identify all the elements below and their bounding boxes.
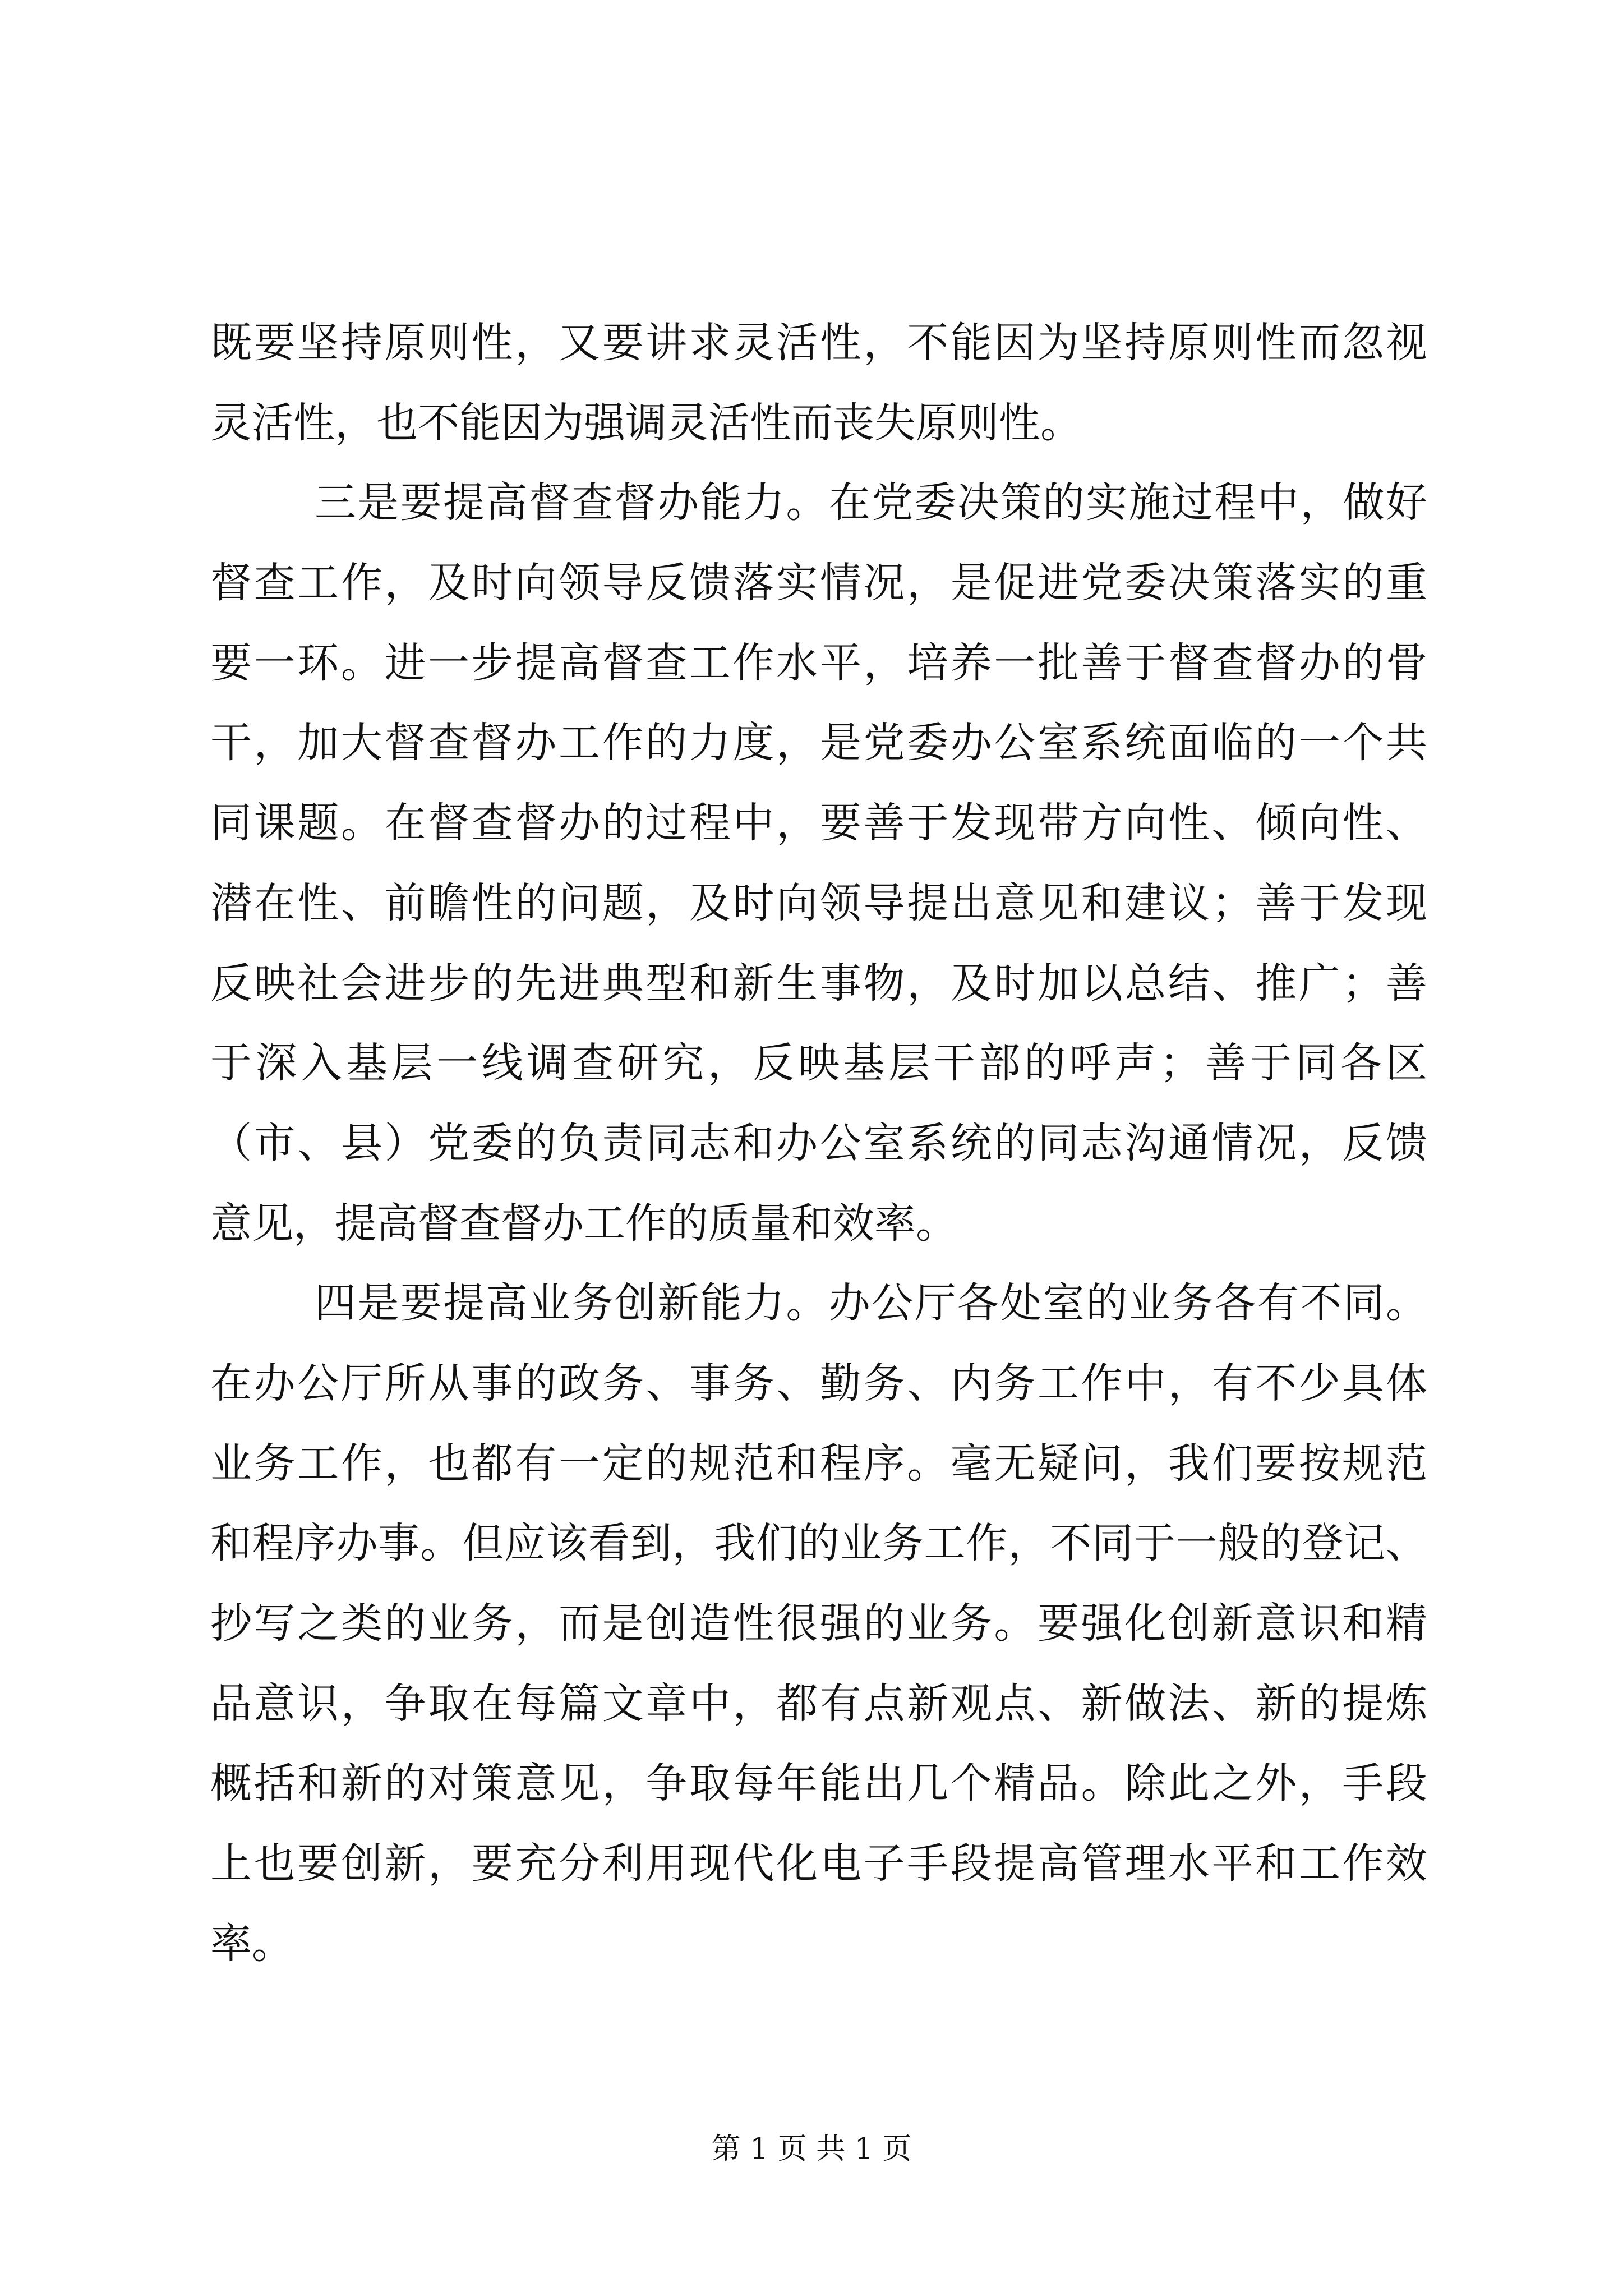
text-line: 意见，提高督查督办工作的质量和效率。 <box>210 1199 957 1248</box>
page-number-label: 第 1 页 共 1 页 <box>711 2132 912 2166</box>
text-line: 灵活性，也不能因为强调灵活性而丧失原则性。 <box>210 398 1082 447</box>
text-line: 抄写之类的业务，而是创造性很强的业务。要强化创新意识和精 <box>210 1599 1427 1648</box>
text-line: 和程序办事。但应该看到，我们的业务工作，不同于一般的登记、 <box>210 1519 1427 1568</box>
text-line: 概括和新的对策意见，争取每年能出几个精品。除此之外，手段 <box>210 1759 1427 1808</box>
text-line: 要一环。进一步提高督查工作水平，培养一批善于督查督办的骨 <box>210 638 1427 687</box>
text-line: 于深入基层一线调查研究，反映基层干部的呼声；善于同各区 <box>210 1039 1427 1088</box>
text-line: （市、县）党委的负责同志和办公室系统的同志沟通情况，反馈 <box>210 1119 1427 1167</box>
text-line: 率。 <box>210 1919 293 1968</box>
paragraph-supervision <box>210 463 1427 1263</box>
text-line: 既要坚持原则性，又要讲求灵活性，不能因为坚持原则性而忽视 <box>210 319 1427 367</box>
text-line: 潜在性、前瞻性的问题，及时向领导提出意见和建议；善于发现 <box>210 878 1427 927</box>
text-line: 品意识，争取在每篇文章中，都有点新观点、新做法、新的提炼 <box>210 1679 1427 1728</box>
text-line: 在办公厅所从事的政务、事务、勤务、内务工作中，有不少具体 <box>210 1359 1427 1407</box>
text-line: 同课题。在督查督办的过程中，要善于发现带方向性、倾向性、 <box>210 799 1427 848</box>
text-line: 督查工作，及时向领导反馈落实情况，是促进党委决策落实的重 <box>210 559 1427 608</box>
paragraph-innovation <box>210 1263 1427 1984</box>
document-body <box>210 303 1427 1984</box>
text-line: 上也要创新，要充分利用现代化电子手段提高管理水平和工作效 <box>210 1839 1427 1888</box>
page-footer <box>0 2132 1623 2166</box>
text-line: 四是要提高业务创新能力。办公厅各处室的业务各有不同。 <box>315 1279 1427 1328</box>
text-line: 反映社会进步的先进典型和新生事物，及时加以总结、推广；善 <box>210 959 1427 1007</box>
paragraph-continuation <box>210 303 1427 463</box>
text-line: 三是要提高督查督办能力。在党委决策的实施过程中，做好 <box>315 478 1427 527</box>
text-line: 业务工作，也都有一定的规范和程序。毫无疑问，我们要按规范 <box>210 1439 1427 1488</box>
text-line: 干，加大督查督办工作的力度，是党委办公室系统面临的一个共 <box>210 719 1427 767</box>
